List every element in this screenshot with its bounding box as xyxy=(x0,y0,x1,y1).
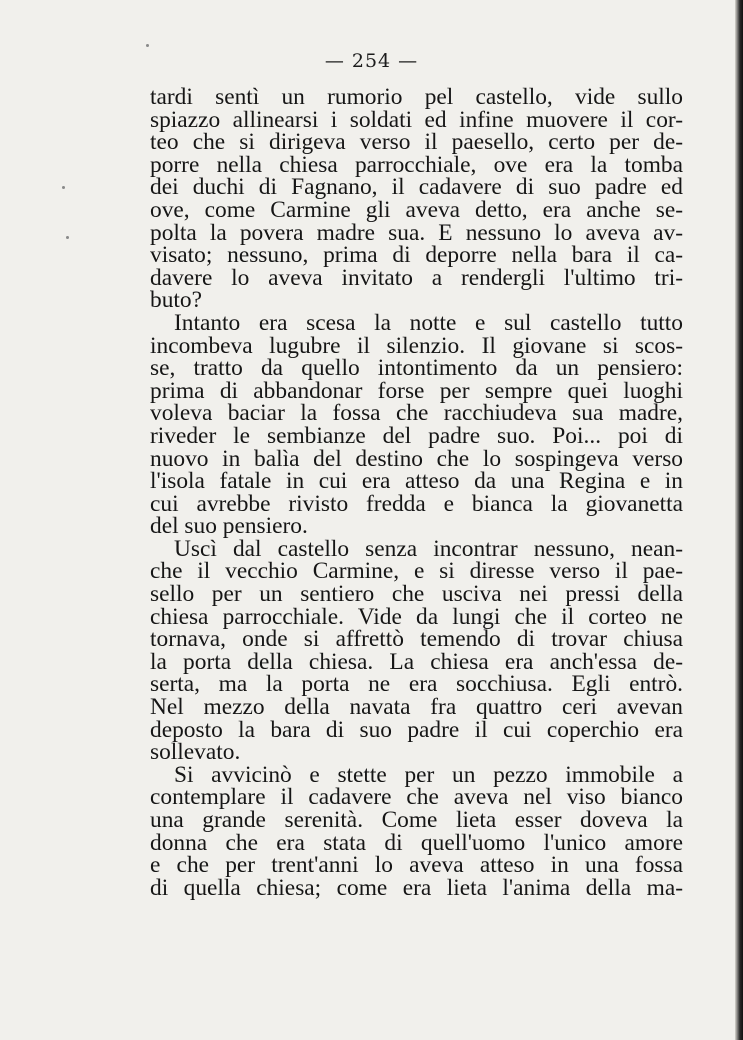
text-line: una grande serenità. Come lieta esser doveva la xyxy=(150,807,683,833)
page-number: — 254 — xyxy=(324,50,419,72)
text-line: sello per un sentiero che usciva nei pressi della xyxy=(150,581,683,608)
text-line: polta la povera madre sua. E nessuno lo aveva av- xyxy=(150,219,683,246)
text-line: voleva baciar la fossa che racchiudeva sua madre, xyxy=(150,400,683,427)
text-line: ove, come Carmine gli aveva detto, era anche se- xyxy=(150,196,683,223)
text-line: serta, ma la porta ne era socchiusa. Egli entrò. xyxy=(150,671,683,698)
text-line: Nel mezzo della navata fra quattro ceri avevan xyxy=(150,694,683,721)
text-line: dei duchi di Fagnano, il cadavere di suo padre ed xyxy=(150,174,683,201)
text-line: davere lo aveva invitato a rendergli l'ultimo tri- xyxy=(150,264,683,291)
text-line: Intanto era scesa la notte e sul castello tutto xyxy=(174,309,683,336)
text-line: nuovo in balìa del destino che lo sospingeva verso xyxy=(150,445,683,472)
text-line: Si avvicinò e stette per un pezzo immobile a xyxy=(174,761,683,788)
text-line: se, tratto da quello intontimento da un pensiero: xyxy=(150,355,683,382)
paper-speck xyxy=(146,44,149,47)
text-line: visato; nessuno, prima di deporre nella bara il ca- xyxy=(150,242,683,269)
text-line: che il vecchio Carmine, e si diresse verso il pae- xyxy=(150,558,683,585)
text-line: e che per trent'anni lo aveva atteso in una fossa xyxy=(150,852,683,879)
text-line: l'isola fatale in cui era atteso da una Regina e in xyxy=(150,468,683,495)
text-line: del suo pensiero. xyxy=(150,513,308,540)
text-line: spiazzo allinearsi i soldati ed infine muovere il cor- xyxy=(150,106,683,133)
text-line: donna che era stata di quell'uomo l'unico amore xyxy=(150,829,683,856)
paper-speck xyxy=(66,236,69,239)
text-line: la porta della chiesa. La chiesa era anch'essa de- xyxy=(150,648,683,675)
text-line: tardi sentì un rumorio pel castello, vide sullo xyxy=(150,84,683,110)
text-line: buto? xyxy=(150,287,202,314)
text-line: contemplare il cadavere che aveva nel viso bianco xyxy=(150,784,683,811)
body-text xyxy=(150,86,683,899)
text-line: di quella chiesa; come era lieta l'anima della ma- xyxy=(150,874,683,901)
text-line: sollevato. xyxy=(150,739,241,766)
text-line: deposto la bara di suo padre il cui coperchio era xyxy=(150,716,683,743)
text-line: tornava, onde si affrettò temendo di trovar chiusa xyxy=(150,626,683,653)
book-spine-edge xyxy=(735,0,743,1040)
text-line: porre nella chiesa parrocchiale, ove era la tomba xyxy=(150,151,683,178)
text-line: chiesa parrocchiale. Vide da lungi che il corteo ne xyxy=(150,603,683,630)
text-line: incombeva lugubre il silenzio. Il giovane si scos- xyxy=(150,332,683,359)
text-line: cui avrebbe rivisto fredda e bianca la giovanetta xyxy=(150,490,683,517)
text-line: prima di abbandonar forse per sempre quei luoghi xyxy=(150,377,683,404)
text-line: teo che si dirigeva verso il paesello, certo per de- xyxy=(150,129,683,156)
text-line: riveder le sembianze del padre suo. Poi... poi di xyxy=(150,422,683,449)
text-line: Uscì dal castello senza incontrar nessuno, nean- xyxy=(174,535,683,562)
paper-speck xyxy=(62,186,65,189)
